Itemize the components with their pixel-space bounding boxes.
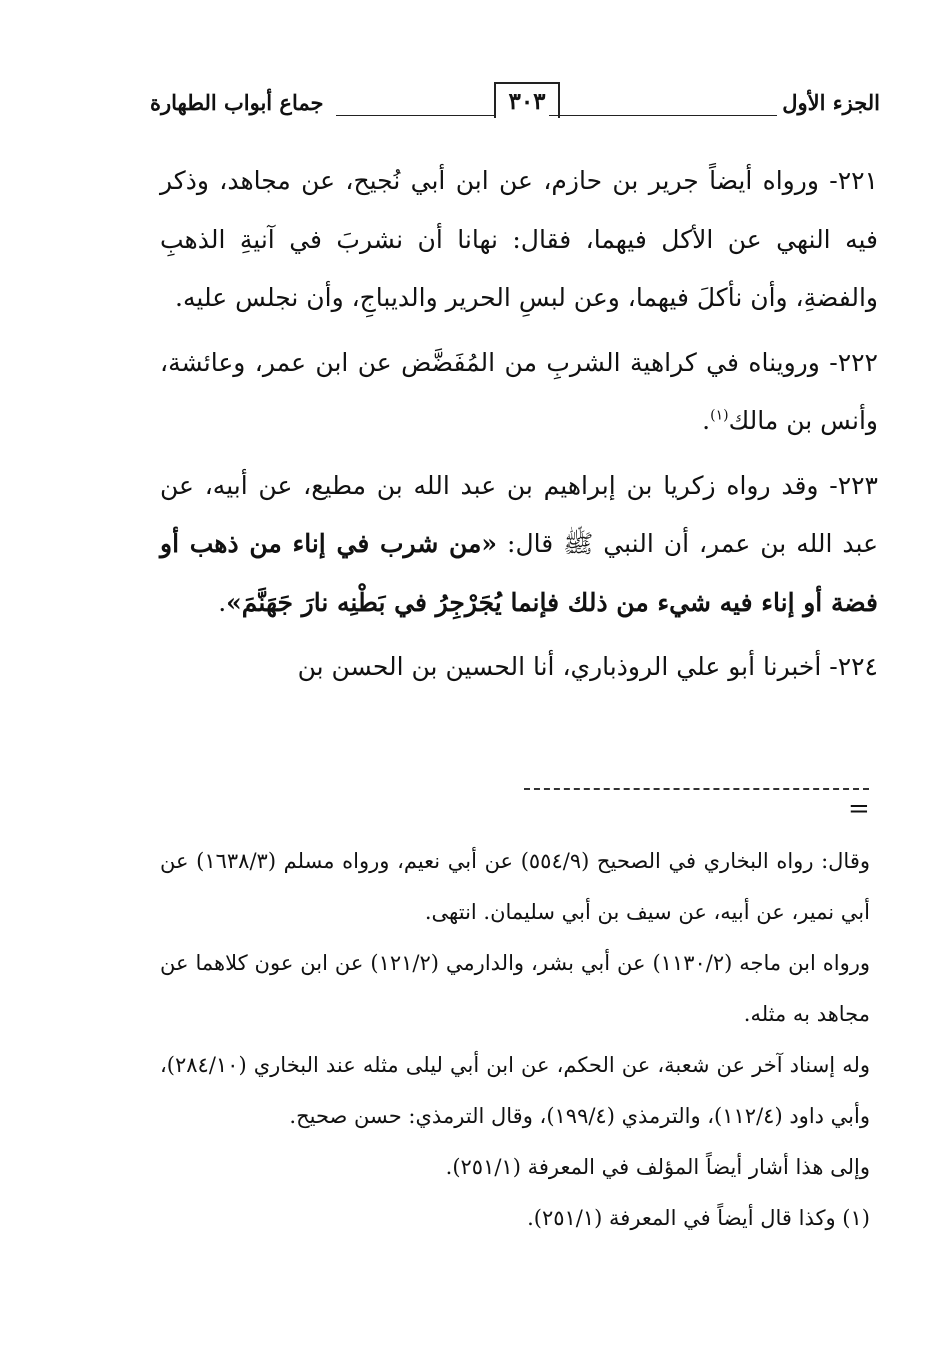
footnote-1: (١) وكذا قال أيضاً في المعرفة (٢٥١/١).	[527, 1206, 870, 1230]
paragraph-223	[160, 457, 878, 633]
footnote-separator	[524, 788, 869, 790]
continuation-mark: =	[848, 794, 870, 824]
page-number: ٣٠٣	[494, 82, 560, 118]
footnotes	[160, 836, 870, 1244]
volume-title: الجزء الأول	[782, 90, 880, 115]
paragraph-222	[160, 334, 878, 451]
paragraph-221: ٢٢١- ورواه أيضاً جرير بن حازم، عن ابن أبي نُجيح، عن مجاهد، وذكر فيه النهي عن الأكل فيهما، فقال: نهانا أن نشربَ في آنيةِ الذهبِ والفضةِ، وأن نأكلَ فيهما، وعن لبسِ الحرير والديباجِ، وأن نجلس عليه.	[160, 166, 878, 312]
paragraph-222-text: ٢٢٢- ورويناه في كراهية الشربِ من المُفَضَّض عن ابن عمر، وعائشة، وأنس بن مالك	[160, 347, 878, 435]
footnote-line: وإلى هذا أشار أيضاً المؤلف في المعرفة (٢٥١/١).	[445, 1155, 870, 1179]
footnote-line: وله إسناد آخر عن شعبة، عن الحكم، عن ابن أبي ليلى مثله عند البخاري (٢٨٤/١٠)، وأبي داود (١١٢/٤)، والترمذي (١٩٩/٤)، وقال الترمذي: حسن صحيح.	[160, 1053, 870, 1128]
paragraph-224: ٢٢٤- أخبرنا أبو علي الروذباري، أنا الحسين بن الحسن بن	[297, 652, 878, 681]
chapter-title: جماع أبواب الطهارة	[150, 90, 324, 115]
paragraph-222-end: .	[702, 406, 711, 435]
running-header	[150, 82, 880, 128]
footnote-line: وقال: رواه البخاري في الصحيح (٥٥٤/٩) عن أبي نعيم، ورواه مسلم (١٦٣٨/٣) عن أبي نمير، عن أبيه، عن سيف بن أبي سليمان. انتهى.	[160, 849, 870, 924]
header-rule-left	[336, 115, 494, 116]
hadith-quote: «من شرب في إناء من ذهب أو فضة أو إناء فيه شيء من ذلك فإنما يُجَرْجِرُ في بَطْنِه نارَ جَهَنَّمَ»	[160, 529, 878, 617]
paragraph-223-text: ٢٢٣- وقد رواه زكريا بن إبراهيم بن عبد الله بن مطيع، عن أبيه، عن عبد الله بن عمر، أن النبي ﷺ قال:	[160, 470, 878, 558]
footnote-ref-1: (١)	[710, 407, 729, 424]
footnote-line: ورواه ابن ماجه (١١٣٠/٢) عن أبي بشر، والدارمي (١٢١/٢) عن ابن عون كلاهما عن مجاهد به مثله.	[160, 951, 871, 1026]
header-rule-right	[549, 115, 777, 116]
paragraph-223-end: .	[218, 587, 227, 617]
main-text	[160, 152, 878, 697]
